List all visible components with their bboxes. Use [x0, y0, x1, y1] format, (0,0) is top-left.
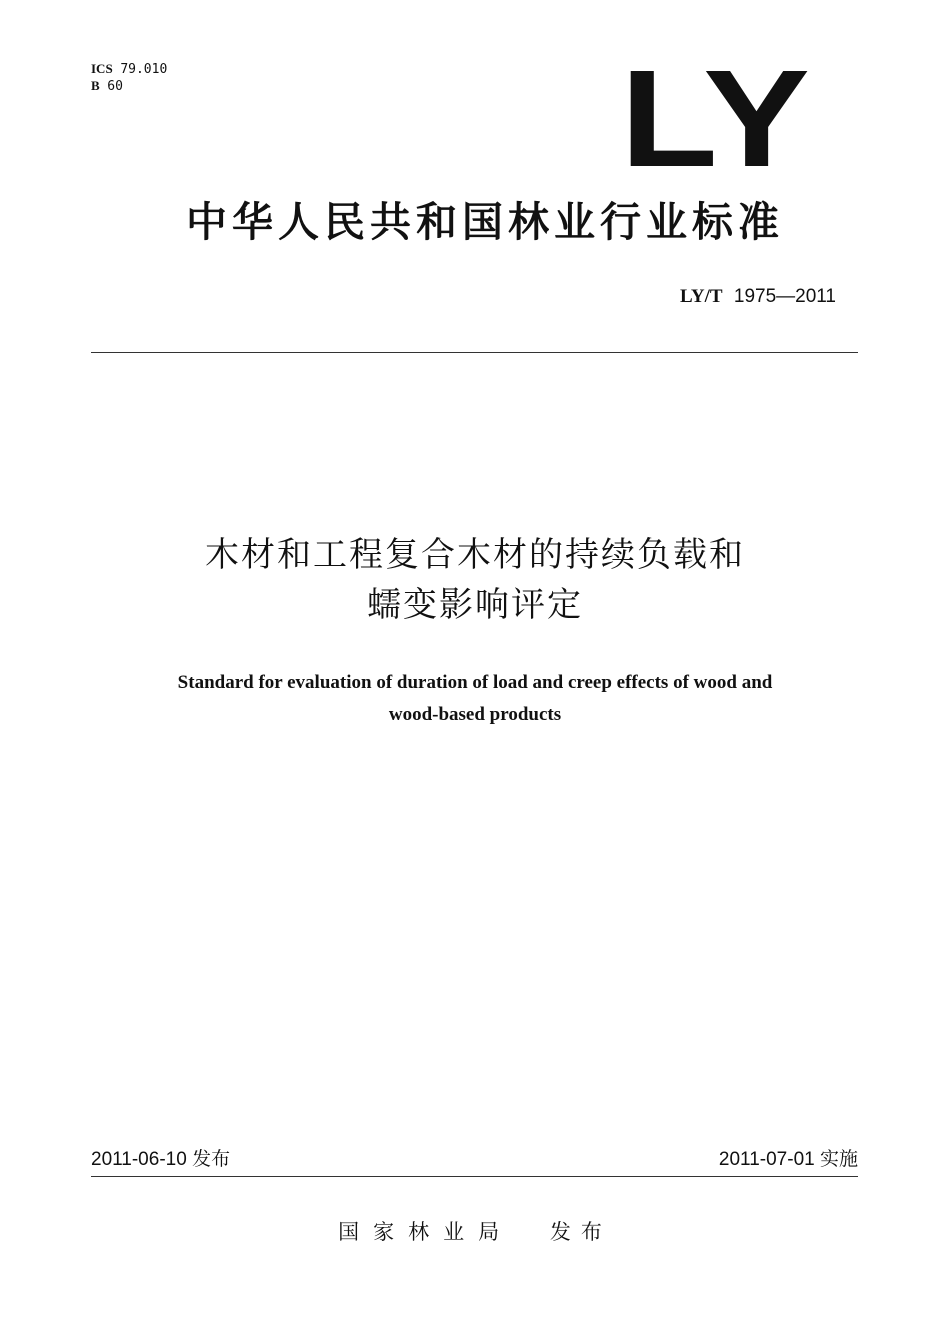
ly-logo-text: LY	[620, 48, 810, 178]
classification-codes	[91, 61, 167, 95]
ics-value: 79.010	[120, 62, 168, 77]
standard-number	[680, 286, 836, 308]
ccs-code	[91, 78, 167, 95]
issue-date	[91, 1144, 230, 1171]
publisher	[0, 1216, 950, 1246]
standard-number-prefix: LY/T	[679, 286, 723, 307]
standard-number-value: 1975—2011	[733, 286, 836, 307]
chinese-title-line-1: 木材和工程复合木材的持续负载和	[205, 535, 745, 575]
standard-category-title: 中华人民共和国林业行业标准	[186, 198, 784, 246]
ics-label: ICS	[91, 61, 113, 76]
issue-date-value: 2011-06-10	[91, 1149, 187, 1170]
ccs-label: B	[91, 78, 100, 93]
publisher-name: 国家林业局	[338, 1220, 514, 1244]
ics-code	[91, 61, 167, 78]
english-title	[75, 667, 875, 731]
implementation-date-label: 实施	[819, 1148, 858, 1170]
ly-logo	[615, 48, 815, 178]
implementation-date-value: 2011-07-01	[718, 1149, 815, 1170]
english-title-line-2: wood-based products	[388, 704, 562, 725]
publisher-action: 发布	[549, 1220, 612, 1244]
chinese-title-line-2: 蠕变影响评定	[367, 585, 583, 625]
bottom-divider	[91, 1176, 858, 1177]
issue-date-label: 发布	[192, 1148, 231, 1170]
ccs-value: 60	[107, 79, 123, 94]
chinese-title	[75, 530, 875, 630]
implementation-date	[719, 1144, 858, 1171]
english-title-line-1: Standard for evaluation of duration of load and creep effects of wood and	[177, 672, 773, 693]
top-divider	[91, 352, 858, 353]
